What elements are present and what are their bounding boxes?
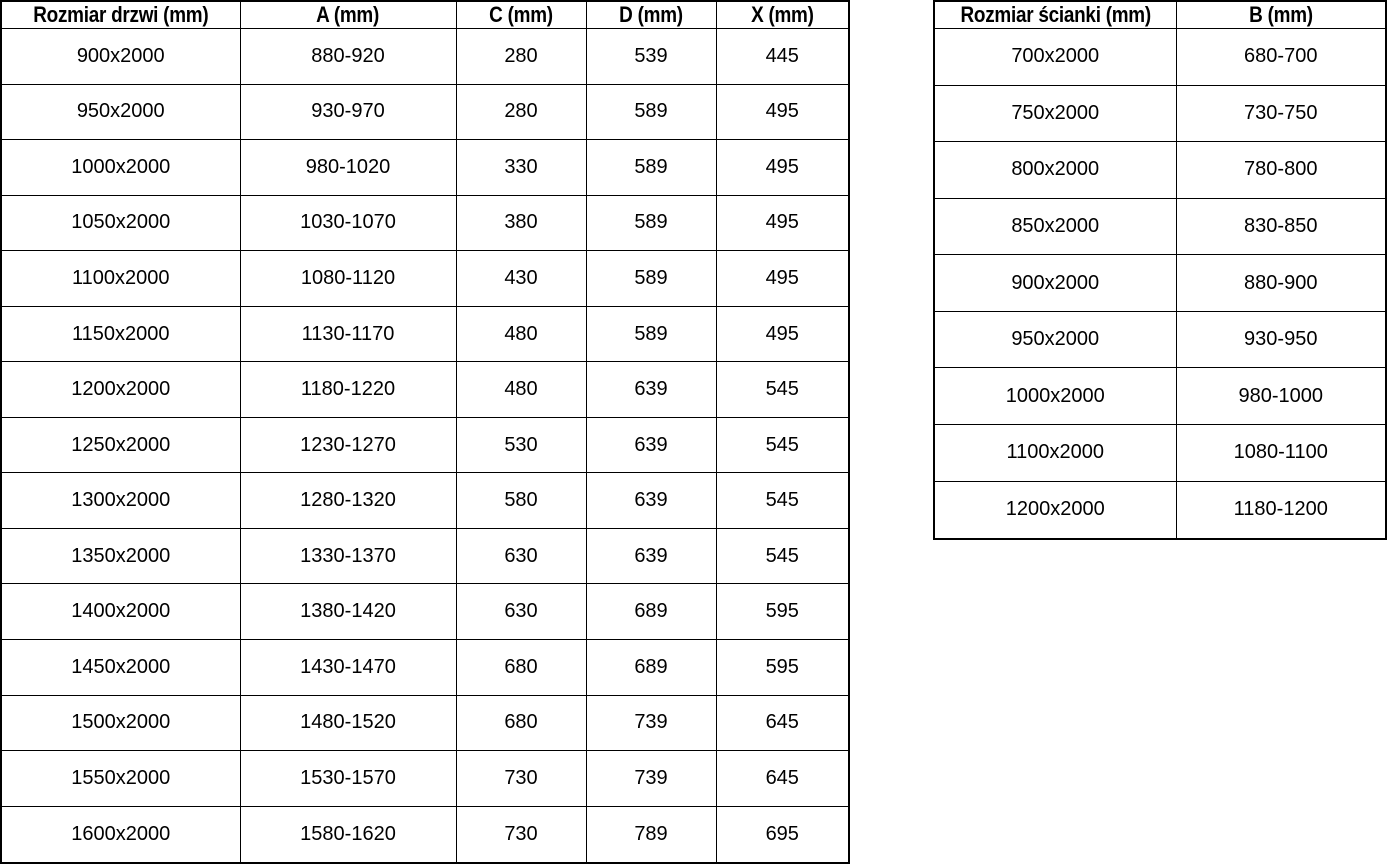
table-cell: 580: [456, 473, 586, 529]
table-row: [934, 85, 1386, 142]
table-cell: 739: [586, 751, 716, 807]
column-header-1: [1, 1, 240, 29]
table-row: [934, 29, 1386, 86]
table-cell: 1280-1320: [240, 473, 456, 529]
column-header-5: [716, 1, 849, 29]
table-cell: 630: [456, 528, 586, 584]
table-cell: 750x2000: [934, 85, 1176, 142]
table-row: [934, 311, 1386, 368]
table-cell: 900x2000: [1, 29, 240, 85]
column-header-label: B (mm): [1248, 2, 1313, 27]
table-cell: 380: [456, 195, 586, 251]
table-cell: 645: [716, 695, 849, 751]
table-cell: 589: [586, 306, 716, 362]
table-cell: 495: [716, 84, 849, 140]
table-cell: 1200x2000: [934, 481, 1176, 539]
table-cell: 1350x2000: [1, 528, 240, 584]
table-cell: 1500x2000: [1, 695, 240, 751]
table-row: [1, 528, 849, 584]
table-cell: 980-1000: [1176, 368, 1386, 425]
table-cell: 850x2000: [934, 198, 1176, 255]
table-cell: 730: [456, 751, 586, 807]
wall-size-table: [933, 0, 1387, 540]
table-row: [1, 751, 849, 807]
table-cell: 780-800: [1176, 142, 1386, 199]
column-header-3: [456, 1, 586, 29]
table-cell: 1580-1620: [240, 806, 456, 863]
wall-table-header-row: [934, 1, 1386, 29]
table-cell: 1180-1200: [1176, 481, 1386, 539]
table-row: [1, 695, 849, 751]
table-row: [1, 29, 849, 85]
table-cell: 280: [456, 84, 586, 140]
table-cell: 1330-1370: [240, 528, 456, 584]
table-cell: 545: [716, 528, 849, 584]
column-header-label: Rozmiar drzwi (mm): [33, 2, 209, 27]
table-cell: 1150x2000: [1, 306, 240, 362]
table-cell: 800x2000: [934, 142, 1176, 199]
column-header-4: [586, 1, 716, 29]
table-row: [1, 251, 849, 307]
table-cell: 950x2000: [1, 84, 240, 140]
table-cell: 645: [716, 751, 849, 807]
table-row: [934, 368, 1386, 425]
table-cell: 595: [716, 584, 849, 640]
table-row: [1, 417, 849, 473]
table-cell: 589: [586, 140, 716, 196]
column-header-label: Rozmiar ścianki (mm): [960, 2, 1151, 27]
table-cell: 1430-1470: [240, 640, 456, 696]
table-cell: 445: [716, 29, 849, 85]
table-cell: 495: [716, 140, 849, 196]
table-cell: 495: [716, 306, 849, 362]
table-cell: 1050x2000: [1, 195, 240, 251]
table-cell: 680: [456, 640, 586, 696]
column-header-1: [934, 1, 1176, 29]
table-cell: 530: [456, 417, 586, 473]
table-cell: 430: [456, 251, 586, 307]
table-row: [1, 362, 849, 418]
table-cell: 595: [716, 640, 849, 696]
table-cell: 1530-1570: [240, 751, 456, 807]
table-row: [1, 140, 849, 196]
table-row: [934, 481, 1386, 539]
table-cell: 980-1020: [240, 140, 456, 196]
table-row: [934, 255, 1386, 312]
table-cell: 739: [586, 695, 716, 751]
table-cell: 880-900: [1176, 255, 1386, 312]
table-cell: 1550x2000: [1, 751, 240, 807]
table-cell: 1000x2000: [1, 140, 240, 196]
table-row: [934, 425, 1386, 482]
table-cell: 589: [586, 195, 716, 251]
column-header-label: A (mm): [316, 2, 380, 27]
table-row: [1, 473, 849, 529]
table-cell: 589: [586, 84, 716, 140]
table-cell: 880-920: [240, 29, 456, 85]
table-cell: 830-850: [1176, 198, 1386, 255]
table-cell: 330: [456, 140, 586, 196]
table-cell: 900x2000: [934, 255, 1176, 312]
table-cell: 1180-1220: [240, 362, 456, 418]
table-cell: 495: [716, 251, 849, 307]
table-cell: 545: [716, 473, 849, 529]
table-cell: 930-950: [1176, 311, 1386, 368]
table-cell: 630: [456, 584, 586, 640]
table-cell: 730-750: [1176, 85, 1386, 142]
table-cell: 695: [716, 806, 849, 863]
table-cell: 545: [716, 362, 849, 418]
table-cell: 1600x2000: [1, 806, 240, 863]
table-cell: 589: [586, 251, 716, 307]
table-cell: 495: [716, 195, 849, 251]
table-row: [1, 195, 849, 251]
table-cell: 1080-1120: [240, 251, 456, 307]
column-header-label: C (mm): [489, 2, 553, 27]
column-header-label: D (mm): [619, 2, 683, 27]
table-row: [1, 84, 849, 140]
table-cell: 1100x2000: [934, 425, 1176, 482]
table-cell: 639: [586, 528, 716, 584]
table-row: [1, 584, 849, 640]
table-cell: 539: [586, 29, 716, 85]
table-cell: 950x2000: [934, 311, 1176, 368]
table-cell: 1230-1270: [240, 417, 456, 473]
table-cell: 639: [586, 362, 716, 418]
table-row: [934, 142, 1386, 199]
table-cell: 1250x2000: [1, 417, 240, 473]
table-cell: 280: [456, 29, 586, 85]
table-cell: 1000x2000: [934, 368, 1176, 425]
table-cell: 730: [456, 806, 586, 863]
table-cell: 1130-1170: [240, 306, 456, 362]
table-cell: 1400x2000: [1, 584, 240, 640]
table-cell: 1030-1070: [240, 195, 456, 251]
table-cell: 1080-1100: [1176, 425, 1386, 482]
table-cell: 1480-1520: [240, 695, 456, 751]
door-table-header-row: [1, 1, 849, 29]
table-cell: 639: [586, 417, 716, 473]
column-header-2: [1176, 1, 1386, 29]
table-cell: 689: [586, 640, 716, 696]
table-cell: 689: [586, 584, 716, 640]
table-cell: 1300x2000: [1, 473, 240, 529]
table-cell: 639: [586, 473, 716, 529]
table-cell: 789: [586, 806, 716, 863]
table-row: [1, 806, 849, 863]
table-cell: 1100x2000: [1, 251, 240, 307]
table-cell: 700x2000: [934, 29, 1176, 86]
table-cell: 680: [456, 695, 586, 751]
table-row: [1, 640, 849, 696]
column-header-2: [240, 1, 456, 29]
table-cell: 480: [456, 306, 586, 362]
table-row: [934, 198, 1386, 255]
table-cell: 1380-1420: [240, 584, 456, 640]
table-cell: 480: [456, 362, 586, 418]
table-cell: 680-700: [1176, 29, 1386, 86]
table-cell: 545: [716, 417, 849, 473]
table-cell: 1450x2000: [1, 640, 240, 696]
table-row: [1, 306, 849, 362]
table-cell: 930-970: [240, 84, 456, 140]
column-header-label: X (mm): [750, 2, 814, 27]
table-cell: 1200x2000: [1, 362, 240, 418]
